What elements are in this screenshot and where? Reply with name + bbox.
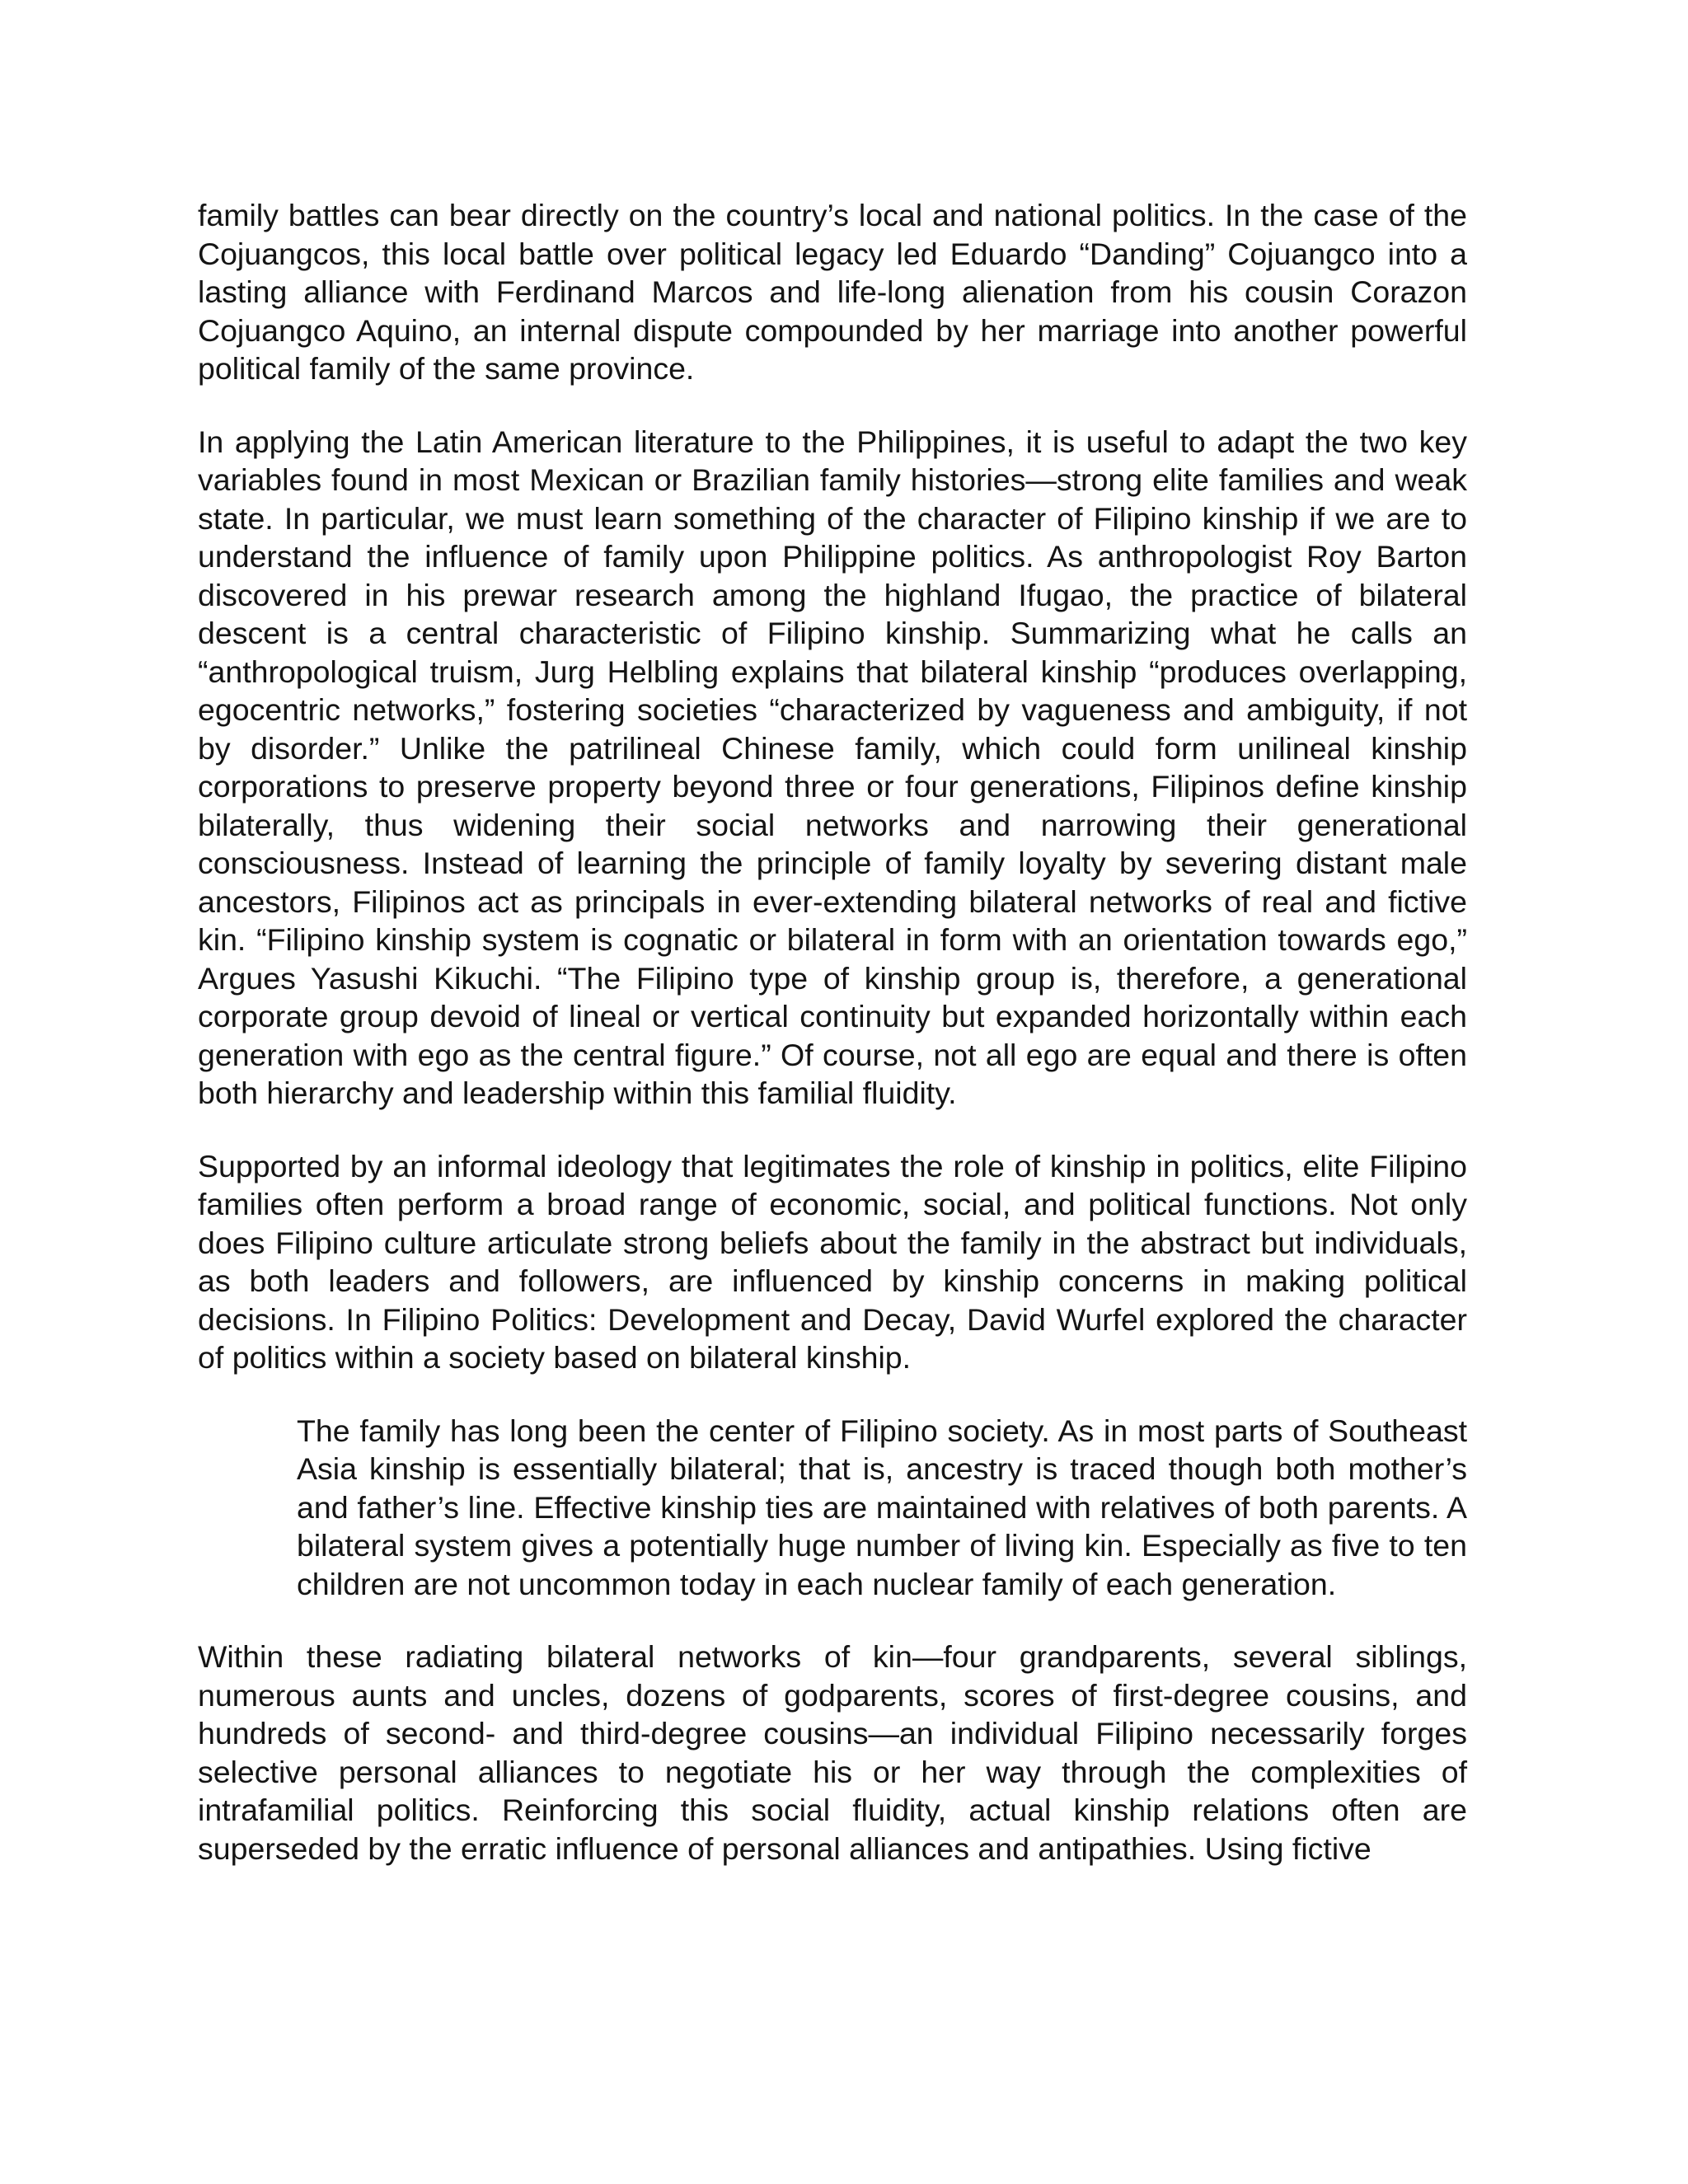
paragraph-spacer — [198, 1603, 1467, 1638]
paragraph-spacer — [198, 1113, 1467, 1147]
block-quote-wurfel: The family has long been the center of Filipino society. As in most parts of Southeast Asia kinship is essentially bilateral; that is, ancestry is traced though both mother’s and father’s line. Effective kinship ties are maintained with relatives of both parents. A bilateral system gives a potentially huge number of living kin. Especially as five to ten children are not uncommon today in each nuclear family of each generation. — [297, 1413, 1467, 1601]
paragraph-spacer — [198, 388, 1467, 423]
paragraph-family-battles: family battles can bear directly on the country’s local and national politics. In the case of the Cojuangcos, this local battle over political legacy led Eduardo “Danding” Cojuangco into a lasting alliance with Ferdinand Marcos and life-long alienation from his cousin Corazon Cojuangco Aquino, an internal dispute compounded by her marriage into another powerful political family of the same province. — [198, 198, 1467, 386]
document-page — [198, 196, 1467, 1868]
paragraph-informal-ideology: Supported by an informal ideology that legitimates the role of kinship in politics, elite Filipino families often perform a broad range of economic, social, and political functions. Not only does Filipino culture articulate strong beliefs about the family in the abstract but individuals, as both leaders and followers, are influenced by kinship concerns in making political decisions. In Filipino Politics: Development and Decay, David Wurfel explored the character of politics within a society based on bilateral kinship. — [198, 1148, 1467, 1375]
paragraph-latin-american-literature: In applying the Latin American literature to the Philippines, it is useful to adapt the two key variables found in most Mexican or Brazilian family histories—strong elite families and weak state. In particular, we must learn something of the character of Filipino kinship if we are to understand the influence of family upon Philippine politics. As anthropologist Roy Barton discovered in his prewar research among the highland Ifugao, the practice of bilateral descent is a central characteristic of Filipino kinship. Summarizing what he calls an “anthropological truism, Jurg Helbling explains that bilateral kinship “produces overlapping, egocentric networks,” fostering societies “characterized by vagueness and ambiguity, if not by disorder.” Unlike the patrilineal Chinese family, which could form unilineal kinship corporations to preserve property beyond three or four generations, Filipinos define kinship bilaterally, thus widening their social networks and narrowing their generational consciousness. Instead of learning the principle of family loyalty by severing distant male ancestors, Filipinos act as principals in ever-extending bilateral networks of real and fictive kin. “Filipino kinship system is cognatic or bilateral in form with an orientation towards ego,” Argues Yasushi Kikuchi. “The Filipino type of kinship group is, therefore, a generational corporate group devoid of lineal or vertical continuity but expanded horizontally within each generation with ego as the central figure.” Of course, not all ego are equal and there is often both hierarchy and leadership within this familial fluidity. — [198, 424, 1467, 1110]
paragraph-radiating-networks: Within these radiating bilateral networks of kin—four grandparents, several siblings, numerous aunts and uncles, dozens of godparents, scores of first-degree cousins, and hundreds of second- and third-degree cousins—an individual Filipino necessarily forges selective personal alliances to negotiate his or her way through the complexities of intrafamilial politics. Reinforcing this social fluidity, actual kinship relations often are superseded by the erratic influence of personal alliances and antipathies. Using fictive — [198, 1639, 1467, 1866]
paragraph-spacer — [198, 1377, 1467, 1412]
